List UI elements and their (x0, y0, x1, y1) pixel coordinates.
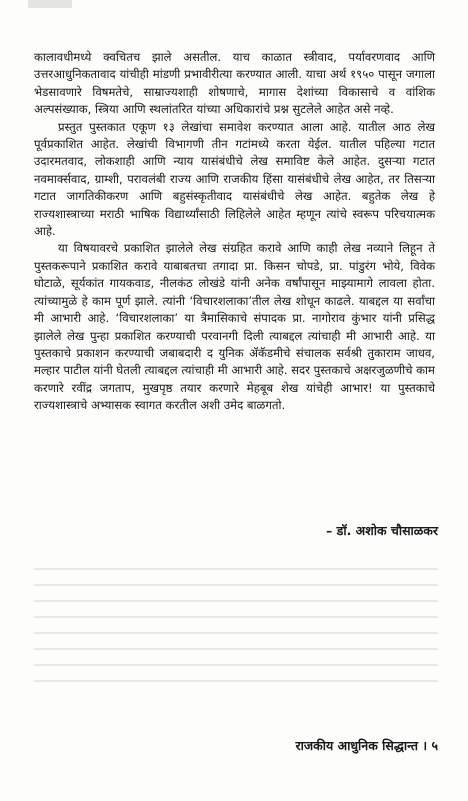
bleed-through-line (34, 648, 438, 650)
bleed-through-line (34, 568, 438, 570)
author-signature: – डॉ. अशोक चौसाळकर (326, 523, 438, 538)
bleed-through-line (34, 584, 438, 586)
paragraph: या विषयावरचे प्रकाशित झालेले लेख संग्रहित करावे आणि काही लेख नव्याने लिहून ते पुस्तकरूपाने प्रकाशित करावे याबाबतचा तगादा प्रा. किसन चोपडे, प्रा. पांडुरंग भोये, विवेक घोटाळे, सूर्यकांत गायकवाड, नीलकंठ लोखंडे यांनी अनेक वर्षांपासून माझ्यामागे लावला होता. त्यांच्यामुळे हे काम पूर्ण झाले. त्यांनी ‘विचारशलाका’तील लेख शोधून काढले. याबद्दल या सर्वांचा मी आभारी आहे. ‘विचारशलाका’ या त्रैमासिकाचे संपादक प्रा. नागोराव कुंभार यांनी प्रसिद्ध झालेले लेख पुन्हा प्रकाशित करण्याची परवानगी दिली त्याबद्दल त्यांचाही मी आभारी आहे. या पुस्तकाचे प्रकाशन करण्याची जबाबदारी द युनिक ॲकॅडमीचे संचालक सर्वश्री तुकाराम जाधव, मल्हार पाटील यांनी घेतली त्याबद्दल त्यांचाही मी आभारी आहे. सदर पुस्तकाचे अक्षरजुळणीचे काम करणारे रवींद्र जगताप, मुखपृष्ठ तयार करणारे मेहबूब शेख यांचेही आभार! या पुस्तकाचे राज्यशास्त्राचे अभ्यासक स्वागत करतील अशी उमेद बाळगतो. (34, 241, 435, 413)
page-footer: राजकीय आधुनिक सिद्धान्त । ५ (295, 738, 438, 753)
paragraph: कालावधीमध्ये क्वचितच झाले असतील. याच काळात स्त्रीवाद, पर्यावरणवाद आणि उत्तरआधुनिकतावाद यांचीही मांडणी प्रभावीरीत्या करण्यात आली. याचा अर्थ १९५० पासून जगाला भेडसावणारे विषमतेचे, साम्राज्यशाही शोषणाचे, मागास देशांच्या विकासाचे व वांशिक अल्पसंख्याक, स्त्रिया आणि स्थलांतरित यांच्या अधिकारांचे प्रश्न सुटलेले आहेत असे नव्हे. (34, 50, 435, 117)
paragraph: प्रस्तुत पुस्तकात एकूण १३ लेखांचा समावेश करण्यात आला आहे. यातील आठ लेख पूर्वप्रकाशित आहेत. लेखांची विभागणी तीन गटांमध्ये करता येईल. यातील पहिल्या गटात उदारमतवाद, लोकशाही आणि न्याय यासंबंधीचे लेख समाविष्ट केले आहेत. दुसऱ्या गटात नवमार्क्सवाद, ग्राम्शी, परावलंबी राज्य आणि राजकीय हिंसा यासंबंधीचे लेख आहेत, तर तिसऱ्या गटात जागतिकीकरण आणि बहुसंस्कृतीवाद यासंबंधीचे लेख आहेत. बहुतेक लेख हे राज्यशास्त्राच्या मराठी भाषिक विद्यार्थ्यांसाठी लिहिलेले आहेत म्हणून त्यांचे स्वरूप परिचयात्मक आहे. (34, 119, 435, 239)
bleed-through-line (34, 664, 438, 666)
bleed-through-line (34, 600, 438, 602)
bleed-through-line (34, 616, 438, 618)
bleed-through-line (34, 632, 438, 634)
scan-artifact (28, 0, 72, 8)
bleed-through-line (34, 680, 438, 682)
body-text (34, 49, 435, 415)
